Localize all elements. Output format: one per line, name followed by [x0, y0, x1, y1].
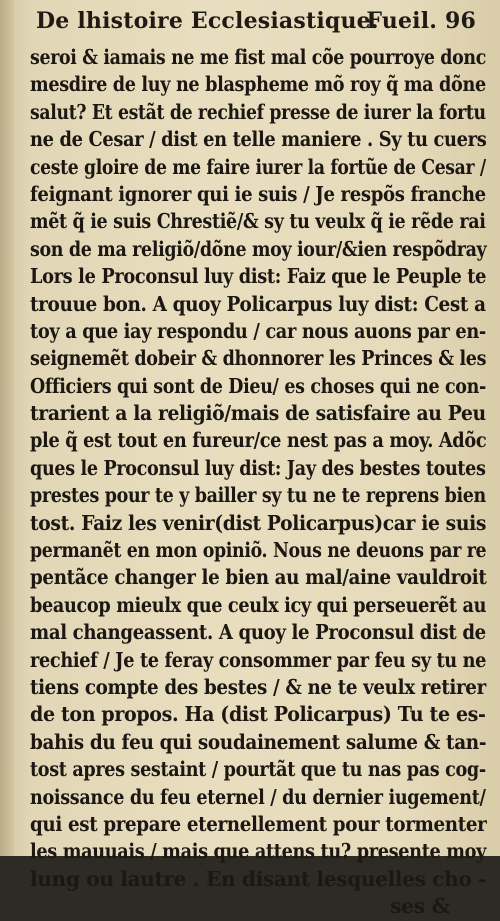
text-line: toy a que iay respondu / car nous auons par en-: [30, 318, 486, 343]
text-line: feignant ignorer qui ie suis / Je respõs franche: [30, 181, 486, 206]
text-line: noissance du feu eternel / du dernier iugement/: [30, 784, 486, 809]
text-line: mal changeassent. A quoy le Proconsul dist de: [30, 620, 486, 645]
text-line: les mauuais / mais que attens tu? presente moy: [30, 839, 487, 864]
text-line: Lors le Proconsul luy dist: Faiz que le Peuple te: [30, 264, 487, 289]
text-line: ceste gloire de me faire iurer la fortũe de Cesar /: [30, 154, 486, 179]
text-line: pentãce changer le bien au mal/aine vauldroit: [30, 565, 487, 590]
text-line: tost. Faiz les venir(dist Policarpus)car ie suis: [30, 510, 487, 535]
text-line: ne de Cesar / dist en telle maniere . Sy tu cuers: [30, 127, 487, 152]
text-line: seignemẽt dobeir & dhonnorer les Princes & les: [30, 346, 487, 371]
text-line: permanẽt en mon opiniõ. Nous ne deuons par re: [30, 538, 487, 563]
text-line: trarient a la religiõ/mais de satisfaire au Peu: [30, 401, 486, 426]
text-line: Officiers qui sont de Dieu/ es choses qui ne con-: [30, 373, 486, 398]
text-line: qui est prepare eternellement pour tormenter: [30, 811, 487, 836]
text-line: prestes pour te y bailler sy tu ne te reprens bien: [30, 483, 486, 508]
running-head: [36, 4, 476, 38]
text-line: bahis du feu qui soudainement salume & tan-: [30, 729, 487, 754]
text-line: tiens compte des bestes / & ne te veulx retirer: [30, 674, 486, 699]
text-line: trouue bon. A quoy Policarpus luy dist: Cest a: [30, 291, 486, 316]
text-line: mẽt q̃ ie suis Chrestiẽ/& sy tu veulx q̃ ie rẽde rai: [30, 209, 486, 234]
text-line: mesdire de luy ne blaspheme mõ roy q̃ ma dõne: [30, 72, 486, 97]
text-line: seroi & iamais ne me fist mal cõe pourroye donc: [30, 45, 486, 69]
text-line: salut? Et estãt de rechief presse de iurer la fortu: [30, 99, 486, 124]
text-line: ple q̃ est tout en fureur/ce nest pas a moy. Adõc: [30, 428, 487, 453]
page-gutter-shadow: [0, 0, 14, 856]
body-text: [30, 44, 486, 921]
text-line: rechief / Je te feray consommer par feu sy tu ne: [30, 647, 487, 672]
catchword: ses &: [390, 894, 450, 919]
text-line: ques le Proconsul luy dist: Jay des bestes toutes: [30, 455, 486, 480]
text-line: son de ma religiõ/dõne moy iour/&ien respõdray: [30, 236, 487, 261]
text-line: tost apres sestaint / pourtãt que tu nas pas cog-: [30, 757, 486, 782]
text-line: lung ou lautre . En disant lesquelles cho -: [30, 866, 487, 891]
running-head-title: De lhistoire Ecclesiastique.: [36, 8, 379, 34]
text-line: beaucop mieulx que ceulx icy qui perseuerẽt au: [30, 592, 487, 617]
text-line: de ton propos. Ha (dist Policarpus) Tu te es-: [30, 702, 486, 727]
folio-number: Fueil. 96: [366, 8, 476, 34]
